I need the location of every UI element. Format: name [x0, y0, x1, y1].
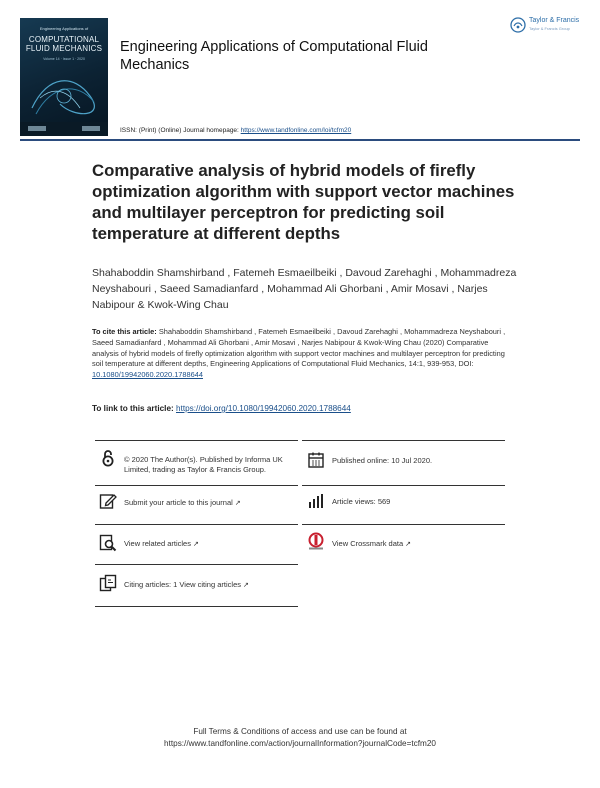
divider-row3-left — [95, 524, 298, 525]
cover-header: Engineering Applications of — [39, 26, 89, 31]
issn-text: ISSN: (Print) (Online) Journal homepage: — [120, 127, 241, 134]
article-authors: Shahaboddin Shamshirband , Fatemeh Esmaeilbeiki , Davoud Zarehaghi , Mohammadreza Neyshabouri , Saeed Samadianfard , Mohammad Ali Ghorbani , Amir Mosavi , Narjes Nabipour & Kwok-Wing Chau — [92, 267, 517, 311]
cover-art — [30, 68, 98, 120]
search-doc-icon — [99, 534, 117, 552]
divider-row2-right — [302, 485, 505, 486]
journal-title[interactable]: Engineering Applications of Computational Fluid Mechanics — [120, 39, 428, 73]
citation-block — [92, 327, 512, 381]
divider-row4-left — [95, 564, 298, 565]
citing-docs-icon — [99, 574, 117, 592]
article-url-link[interactable]: https://doi.org/10.1080/19942060.2020.1788644 — [176, 404, 351, 413]
terms-line: Full Terms & Conditions of access and use can be found at — [193, 727, 407, 736]
related-articles-label: View related articles — [124, 539, 191, 548]
divider-row3-right — [302, 524, 505, 525]
taylor-francis-logo[interactable] — [510, 16, 590, 36]
citation-label: To cite this article: — [92, 327, 159, 336]
external-link-icon: ↗ — [234, 500, 241, 507]
journal-cover — [20, 18, 108, 136]
cover-issue: Volume 14 · Issue 1 · 2020 — [43, 57, 85, 61]
edit-icon — [99, 492, 117, 510]
submit-article-link[interactable] — [124, 498, 241, 509]
open-access-icon — [99, 449, 117, 467]
divider-top-left — [95, 440, 298, 441]
terms-url-link[interactable]: https://www.tandfonline.com/action/journalInformation?journalCode=tcfm20 — [164, 739, 436, 748]
divider-row2-left — [95, 485, 298, 486]
link-label: To link to this article: — [92, 404, 177, 413]
issn-line — [120, 127, 351, 134]
article-title: Comparative analysis of hybrid models of firefly optimization algorithm with support vector machines and multilayer perceptron for predicting soil temperature at different depths — [92, 161, 515, 243]
divider-bottom-left — [95, 606, 298, 607]
header-divider — [20, 139, 580, 141]
bar-chart-icon — [307, 492, 325, 510]
external-link-icon: ↗ — [405, 541, 412, 548]
divider-top-right — [302, 440, 505, 441]
citing-articles-label: Citing articles: 1 View citing articles — [124, 580, 241, 589]
citing-articles-link[interactable] — [124, 580, 249, 591]
doi-link[interactable]: 10.1080/19942060.2020.1788644 — [92, 370, 203, 380]
copyright-text: © 2020 The Author(s). Published by Informa UK Limited, trading as Taylor & Francis Group. — [124, 455, 283, 474]
publisher-tagline: Taylor & Francis Group — [529, 26, 570, 31]
submit-article-label: Submit your article to this journal — [124, 498, 233, 507]
crossmark-icon — [307, 532, 325, 550]
publisher-logo-icon — [510, 17, 526, 33]
cover-title: COMPUTATIONAL FLUID MECHANICS — [25, 35, 103, 53]
article-link-line — [92, 404, 351, 413]
related-articles-link[interactable] — [124, 539, 199, 550]
terms-footer — [0, 726, 600, 750]
journal-homepage-link[interactable]: https://www.tandfonline.com/loi/tcfm20 — [240, 127, 352, 134]
external-link-icon: ↗ — [243, 582, 249, 589]
crossmark-label: View Crossmark data — [332, 539, 404, 548]
citation-text: Shahaboddin Shamshirband , Fatemeh Esmaeilbeiki , Davoud Zarehaghi , Mohammadreza Neyshabouri , Saeed Samadianfard , Mohammad Ali Ghorbani , Amir Mosavi , Narjes Nabipour & Kwok-Wing Chau (2020) Comparative analysis of hybrid models of firefly optimization algorithm with support vector machines and multilayer perceptron for predicting soil temperature at different depths, Engineering Applications of Computational Fluid Mechanics, 14:1, 939-953, DOI: — [92, 327, 506, 369]
cover-footer — [20, 122, 108, 136]
published-online-text: Published online: 10 Jul 2020. — [332, 456, 433, 465]
cover-logo-right — [82, 126, 100, 131]
crossmark-link[interactable] — [332, 539, 411, 550]
cover-logo-left — [28, 126, 46, 131]
publisher-name: Taylor & Francis — [529, 17, 580, 24]
article-views-text: Article views: 569 — [332, 497, 391, 506]
external-link-icon: ↗ — [192, 541, 199, 548]
calendar-icon — [307, 451, 325, 469]
